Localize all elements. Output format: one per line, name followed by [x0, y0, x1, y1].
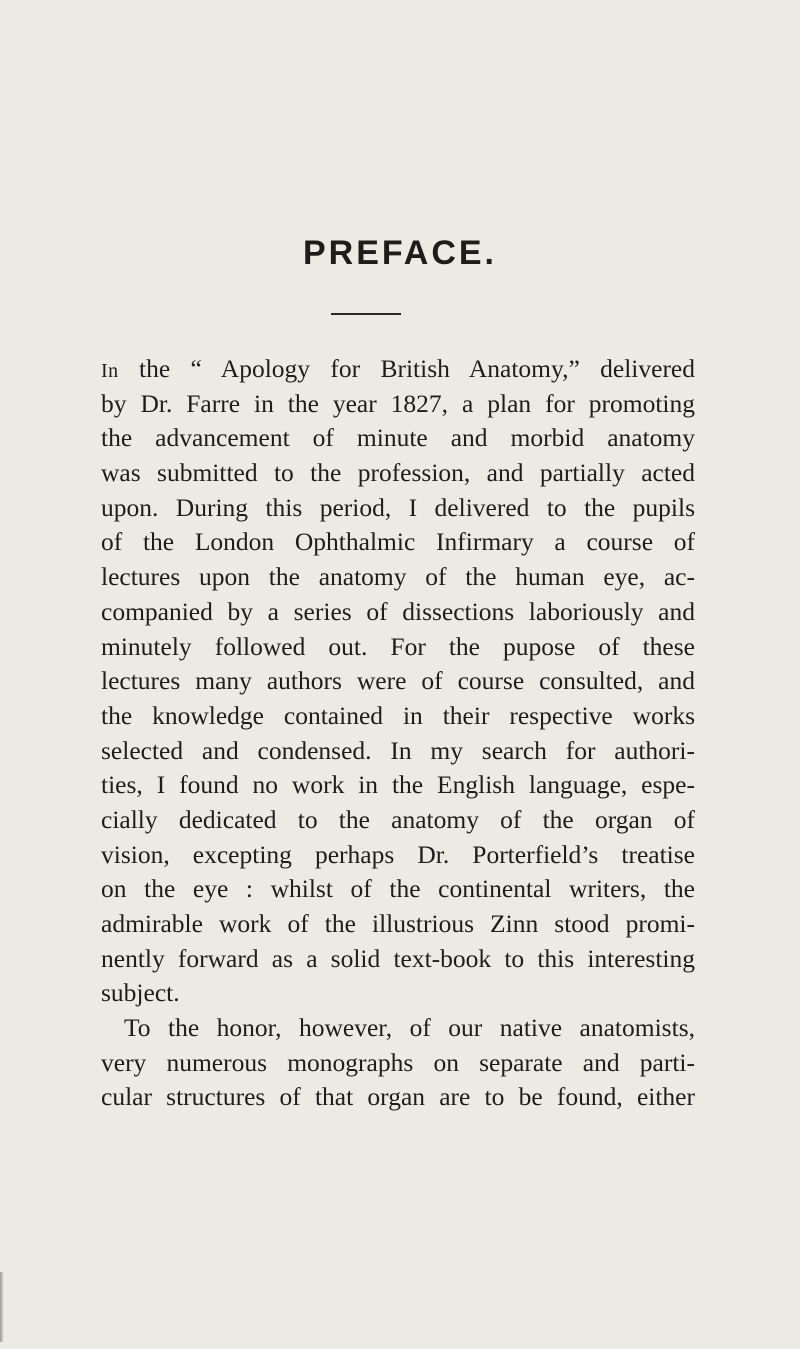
text-line: on the eye : whilst of the continental writers, the: [101, 874, 695, 904]
text-line: very numerous monographs on separate and parti-: [101, 1047, 695, 1077]
text-line: To the honor, however, of our native anatomists,: [124, 1013, 695, 1043]
text-line: ties, I found no work in the English language, espe-: [101, 770, 695, 800]
small-caps-lead: In: [101, 360, 119, 382]
text-line: by Dr. Farre in the year 1827, a plan for promoting: [101, 388, 695, 418]
text-line: lectures upon the anatomy of the human eye, ac-: [101, 562, 695, 592]
text-line: the knowledge contained in their respective works: [101, 700, 695, 730]
text-line: was submitted to the profession, and partially acted: [101, 458, 695, 488]
text-line: admirable work of the illustrious Zinn stood promi-: [101, 909, 695, 938]
text-line: of the London Ophthalmic Infirmary a course of: [101, 527, 695, 557]
title-rule: [331, 313, 401, 315]
body-text: [101, 352, 695, 1115]
text-line: In the “ Apology for British Anatomy,” delivered: [101, 354, 695, 383]
text-line: cular structures of that organ are to be found, either: [101, 1082, 695, 1112]
text-line: lectures many authors were of course consulted, and: [101, 666, 695, 696]
text-line: companied by a series of dissections laboriously and: [101, 596, 695, 626]
text-line: cially dedicated to the anatomy of the organ of: [101, 804, 695, 834]
text-line: nently forward as a solid text-book to this interesting: [101, 943, 695, 973]
text-line: subject.: [101, 978, 180, 1008]
text-line: the advancement of minute and morbid anatomy: [101, 423, 695, 453]
page-edge-shadow: [0, 1272, 4, 1342]
text-line: vision, excepting perhaps Dr. Porterfield’s treatise: [101, 839, 695, 869]
text-line: upon. During this period, I delivered to the pupils: [101, 492, 695, 522]
text-line: selected and condensed. In my search for authori-: [101, 735, 695, 765]
page-title: PREFACE.: [302, 234, 498, 272]
text-line: minutely followed out. For the pupose of these: [101, 631, 695, 661]
